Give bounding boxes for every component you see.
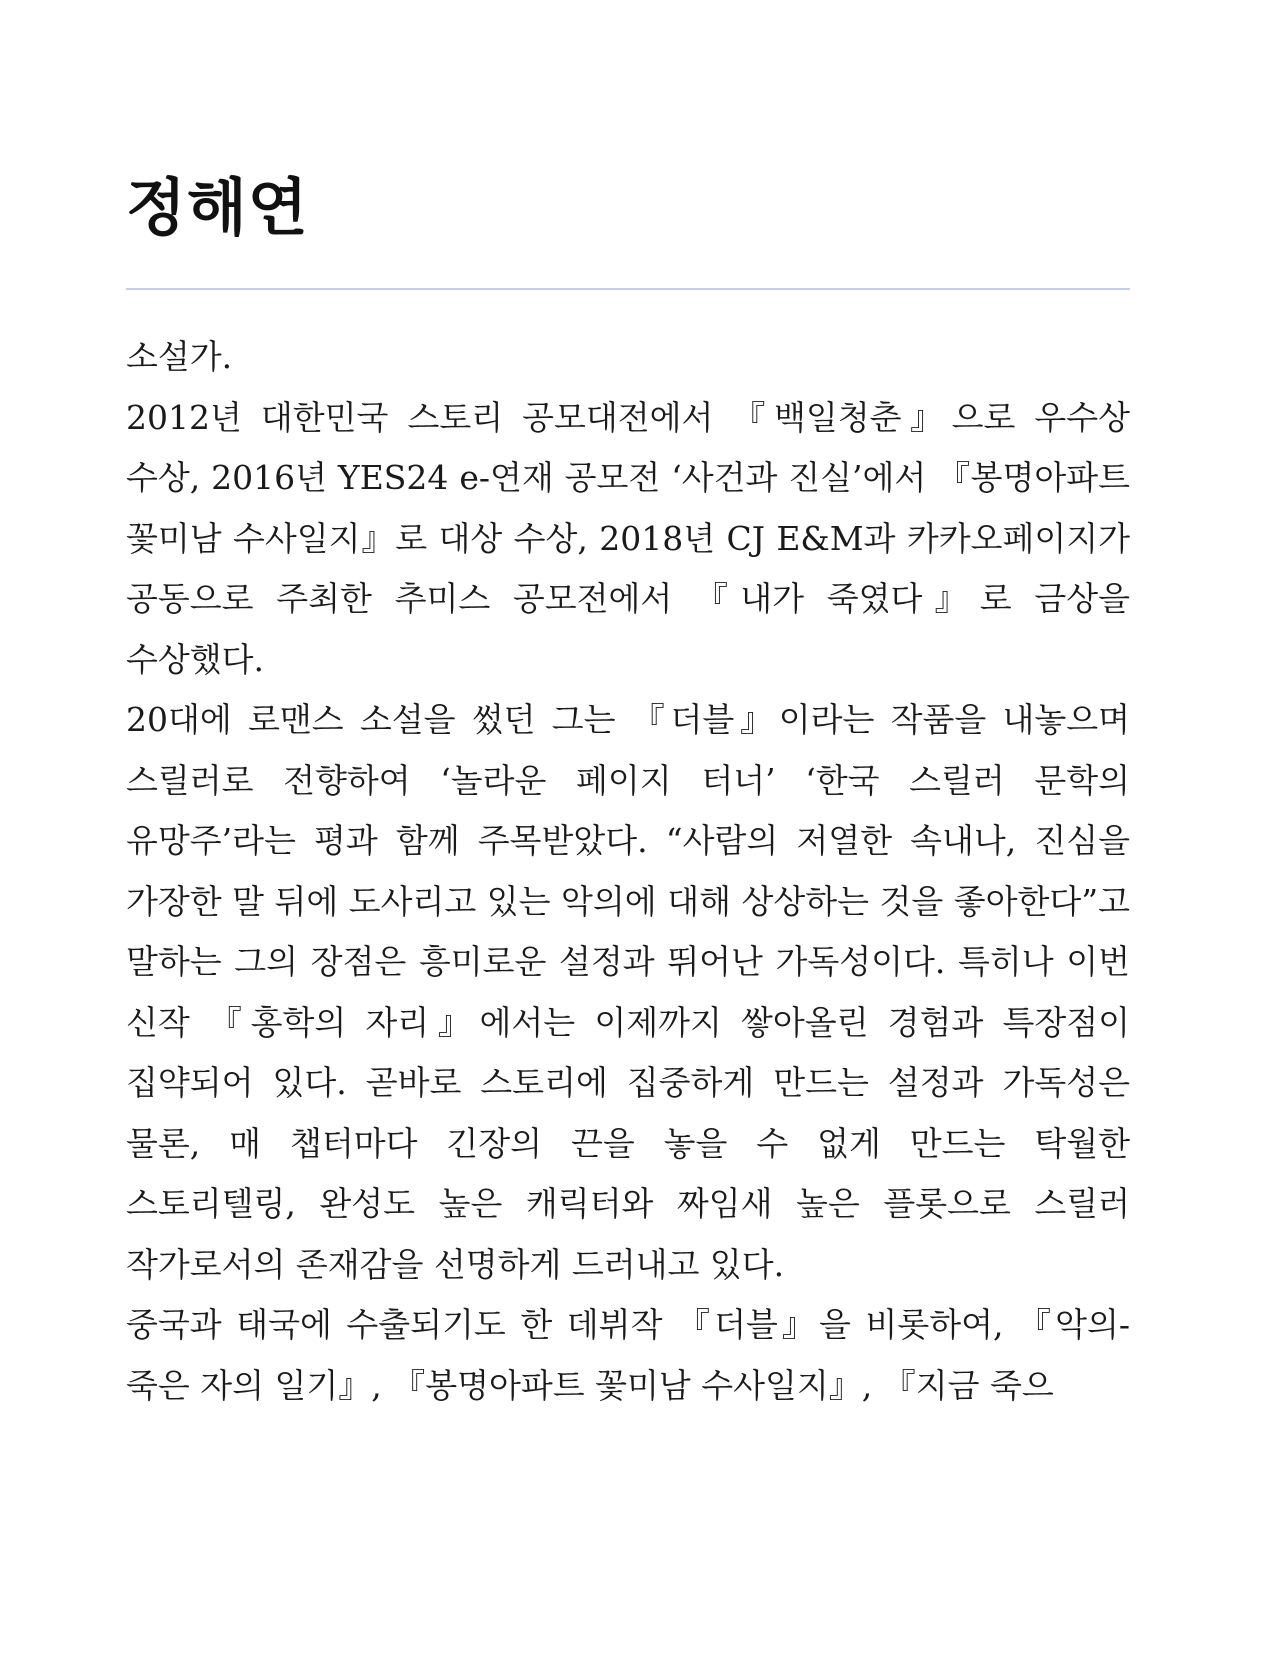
title-divider [126,288,1130,290]
author-biography [126,327,1130,1416]
author-name-heading: 정해연 [126,171,309,244]
bio-paragraph-occupation: 소설가. [126,337,233,376]
bio-paragraph-awards: 2012년 대한민국 스토리 공모대전에서 『백일청춘』으로 우수상 수상, 2016년 YES24 e-연재 공모전 ‘사건과 진실’에서 『봉명아파트 꽃미남 수사일지』로 대상 수상, 2018년 CJ E&M과 카카오페이지가 공동으로 주최한 추미스 공모전에서 『내가 죽였다』로 금상을 수상했다. [126,397,1130,679]
bio-paragraph-works: 중국과 태국에 수출되기도 한 데뷔작 『더블』을 비롯하여, 『악의-죽은 자의 일기』, 『봉명아파트 꽃미남 수사일지』, 『지금 죽으 [126,1305,1130,1405]
bio-paragraph-career: 20대에 로맨스 소설을 썼던 그는 『더블』이라는 작품을 내놓으며 스릴러로 전향하여 ‘놀라운 페이지 터너’ ‘한국 스릴러 문학의 유망주’라는 평과 함께 주목받았다. “사람의 저열한 속내나, 진심을 가장한 말 뒤에 도사리고 있는 악의에 대해 상상하는 것을 좋아한다”고 말하는 그의 장점은 흥미로운 설정과 뛰어난 가독성이다. 특히나 이번 신작 『홍학의 자리』에서는 이제까지 쌓아올린 경험과 특장점이 집약되어 있다. 곧바로 스토리에 집중하게 만드는 설정과 가독성은 물론, 매 챕터마다 긴장의 끈을 놓을 수 없게 만드는 탁월한 스토리텔링, 완성도 높은 캐릭터와 짜임새 높은 플롯으로 스릴러 작가로서의 존재감을 선명하게 드러내고 있다. [126,700,1130,1284]
